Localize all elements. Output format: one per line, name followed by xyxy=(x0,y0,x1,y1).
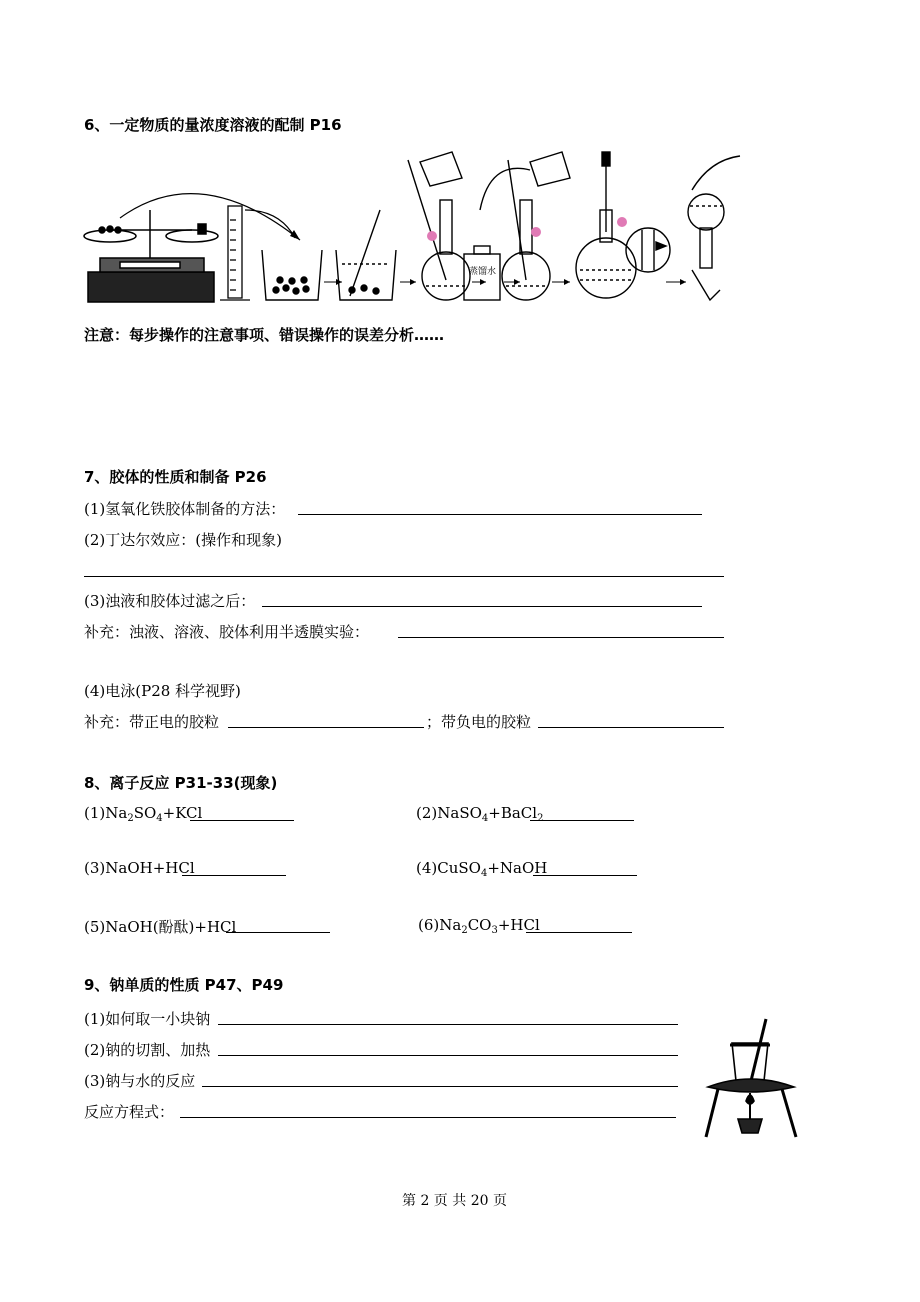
graduated-cylinder-icon xyxy=(220,206,250,300)
bottle-label: 蒸馏水 xyxy=(469,267,497,277)
q7-2-answer-line[interactable] xyxy=(84,576,724,577)
reaction-5: (5)NaOH(酚酞)+HCl xyxy=(84,918,237,936)
page-footer: 第 2 页 共 20 页 xyxy=(402,1193,507,1209)
stirring-beaker-icon xyxy=(336,210,396,300)
supp-7-1-answer-line[interactable] xyxy=(398,637,724,638)
reaction-1: $(1)Na_2SO_4+KCl$ xyxy=(84,804,203,824)
q9-1-label: (1)如何取一小块钠 xyxy=(84,1010,211,1028)
q7-1-answer-line[interactable] xyxy=(298,514,702,515)
reaction-5-answer-line[interactable] xyxy=(226,932,330,933)
beaker-icon xyxy=(262,250,322,300)
equation-label: 反应方程式： xyxy=(84,1103,175,1121)
q7-2-label: (2)丁达尔效应：(操作和现象) xyxy=(84,531,282,549)
q9-2-answer-line[interactable] xyxy=(218,1055,678,1056)
section-7-heading: 7、胶体的性质和制备 P26 xyxy=(84,468,267,486)
volumetric-flask-2-icon xyxy=(480,152,570,300)
q7-1-label: (1)氢氧化铁胶体制备的方法： xyxy=(84,500,286,518)
volumetric-flask-icon xyxy=(408,152,470,300)
reaction-4-answer-line[interactable] xyxy=(533,875,637,876)
solution-preparation-figure xyxy=(80,150,760,310)
q9-2-label: (2)钠的切割、加热 xyxy=(84,1041,211,1059)
section-8-heading: 8、离子反应 P31-33(现象) xyxy=(84,774,278,792)
equation-answer-line[interactable] xyxy=(180,1117,676,1118)
q9-3-answer-line[interactable] xyxy=(202,1086,678,1087)
q7-4-label: (4)电泳(P28 科学视野) xyxy=(84,682,241,700)
q9-3-label: (3)钠与水的反应 xyxy=(84,1072,196,1090)
reaction-3-answer-line[interactable] xyxy=(182,875,286,876)
balance-icon xyxy=(84,210,218,302)
meniscus-magnifier-icon xyxy=(626,228,670,272)
positive-colloid-answer-line[interactable] xyxy=(228,727,424,728)
reaction-2: (2)NaSO$_4$+BaCl$_2$ xyxy=(416,804,544,824)
heating-apparatus-figure xyxy=(700,1015,810,1145)
q9-1-answer-line[interactable] xyxy=(218,1024,678,1025)
dropper-flask-icon xyxy=(576,152,636,298)
supp-7-2-positive-label: 补充：带正电的胶粒 xyxy=(84,713,220,731)
section-6-note: 注意：每步操作的注意事项、错误操作的误差分析…… xyxy=(84,326,445,344)
reaction-4: (4)CuSO$_4$+NaOH xyxy=(416,859,548,879)
supp-7-1-label: 补充：浊液、溶液、胶体利用半透膜实验： xyxy=(84,623,370,641)
q7-3-answer-line[interactable] xyxy=(262,606,702,607)
reaction-2-answer-line[interactable] xyxy=(530,820,634,821)
negative-colloid-answer-line[interactable] xyxy=(538,727,724,728)
reaction-3: (3)NaOH+HCl xyxy=(84,859,195,877)
supp-7-2-negative-label: ；带负电的胶粒 xyxy=(426,713,532,731)
reaction-6: $(6)Na_2CO_3+HCl$ xyxy=(418,916,540,936)
section-6-heading: 6、一定物质的量浓度溶液的配制 P16 xyxy=(84,116,342,134)
inverted-flask-icon xyxy=(688,156,740,300)
q7-3-label: (3)浊液和胶体过滤之后： xyxy=(84,592,256,610)
reaction-1-answer-line[interactable] xyxy=(190,820,294,821)
reaction-6-answer-line[interactable] xyxy=(526,932,632,933)
section-9-heading: 9、钠单质的性质 P47、P49 xyxy=(84,976,284,994)
